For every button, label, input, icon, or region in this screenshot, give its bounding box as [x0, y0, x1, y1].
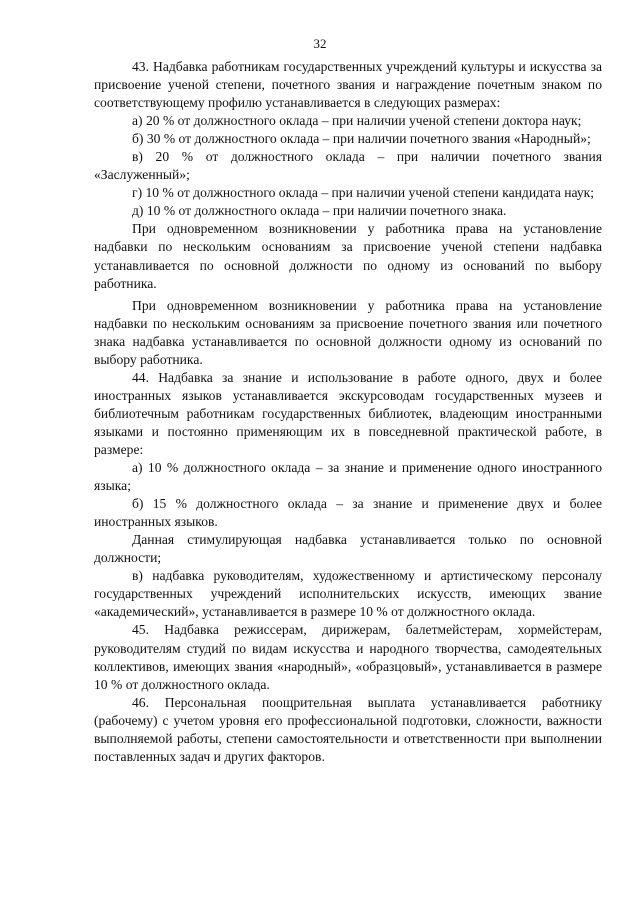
- paragraph-44: 44. Надбавка за знание и использование в работе одного, двух и более иностранных языков устанавливается экскурсоводам государственных музеев и библиотечным работникам государственных библиотек, владеющим иностранными языками и постоянно применяющим их в повседневной практической работе, в размере:: [94, 369, 602, 457]
- paragraph-46: 46. Персональная поощрительная выплата устанавливается работнику (рабочему) с учетом уровня его профессиональной подготовки, сложности, важности выполняемой работы, степени самостоятельности и ответственности при выполнении поставленных задач и других факторов.: [94, 694, 602, 764]
- page-number: 32: [313, 36, 327, 51]
- paragraph-title-choice: При одновременном возникновении у работника права на установление надбавки по нескольким основаниям за присвоение почетного звания или почетного знака надбавка устанавливается по основной должности одному из оснований по выбору работника.: [94, 297, 602, 367]
- paragraph-44-item-a: а) 10 % должностного оклада – за знание и применение одного иностранного языка;: [94, 460, 602, 494]
- paragraph-43: 43. Надбавка работникам государственных учреждений культуры и искусства за присвоение ученой степени, почетного звания и награждение почетным знаком по соответствующему профилю устанавливается в следующих размерах:: [94, 59, 602, 111]
- paragraph-main-position: Данная стимулирующая надбавка устанавливается только по основной должности;: [94, 532, 602, 566]
- paragraph-degree-choice: При одновременном возникновении у работника права на установление надбавки по нескольким основаниям за присвоение ученой степени надбавка устанавливается по основной должности по одному из оснований по выбору работника.: [94, 221, 602, 291]
- paragraph-44-item-b: б) 15 % должностного оклада – за знание и применение двух и более иностранных языков.: [94, 496, 602, 530]
- paragraph-43-item-g: г) 10 % от должностного оклада – при наличии ученой степени кандидата наук;: [132, 185, 595, 201]
- paragraph-43-item-v: в) 20 % от должностного оклада – при наличии почетного звания «Заслуженный»;: [94, 149, 602, 183]
- paragraph-45: 45. Надбавка режиссерам, дирижерам, балетмейстерам, хормейстерам, руководителям студий по видам искусства и народного творчества, самодеятельных коллективов, имеющих звания «народный», «образцовый», устанавливается в размере 10 % от должностного оклада.: [94, 622, 602, 692]
- paragraph-43-item-d: д) 10 % от должностного оклада – при наличии почетного знака.: [132, 203, 507, 219]
- paragraph-44-item-v: в) надбавка руководителям, художественному и артистическому персоналу государственных учреждений исполнительских искусств, имеющих звание «академический», устанавливается в размере 10 % от должностного оклада.: [94, 568, 602, 620]
- document-body: [94, 58, 602, 766]
- paragraph-43-item-a: а) 20 % от должностного оклада – при наличии ученой степени доктора наук;: [132, 113, 582, 129]
- paragraph-43-item-b: б) 30 % от должностного оклада – при наличии почетного звания «Народный»;: [132, 131, 591, 147]
